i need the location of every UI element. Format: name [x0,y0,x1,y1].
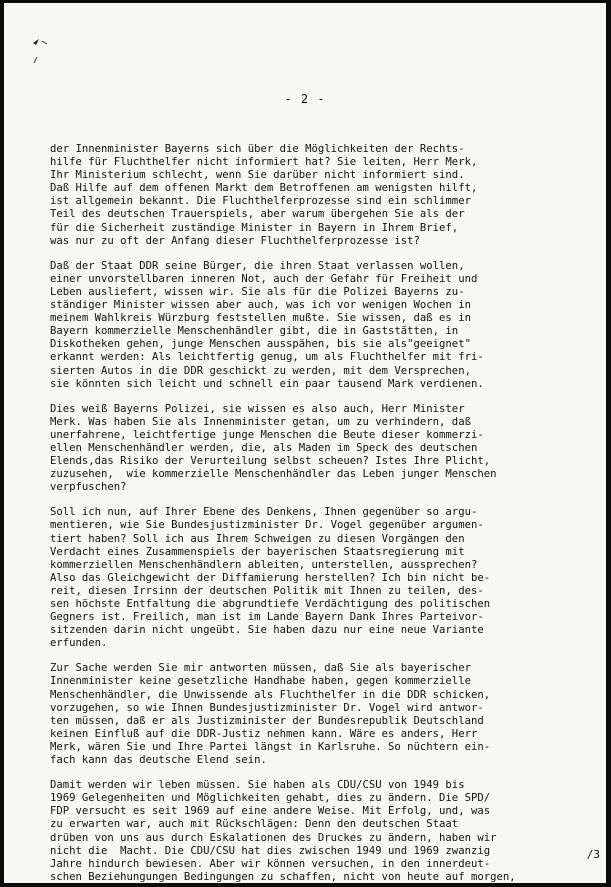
text-line: ten müssen, daß er als Justizminister der Bundesrepublik Deutschland [50,714,484,727]
text-line: tiert haben? Soll ich aus Ihrem Schweigen zu diesen Vorgängen den [50,532,465,545]
text-line: keinen Einfluß auf die DDR-Justiz nehmen kann. Wäre es anders, Herr [50,727,478,740]
document-page [4,3,606,883]
text-line: Verdacht eines Zusammenspiels der bayerischen Staatsregierung mit [50,545,465,558]
text-line: Menschenhändler, die Unwissende als Fluchthelfer in die DDR schicken, [50,688,491,701]
text-line: Also das Gleichgewicht der Diffamierung herstellen? Ich bin nicht be- [50,571,491,584]
text-line: verpfuschen? [50,481,127,494]
text-line: ellen Menschenhändler werden, die, als Maden im Speck des deutschen [50,441,478,454]
text-line: ständiger Minister wissen aber auch, was ich vor wenigen Wochen in [50,299,471,312]
text-line: Leben ausliefert, wissen wir. Sie als für die Polizei Bayerns zu- [50,285,465,298]
text-line: ist allgemein bekannt. Die Fluchthelferprozesse sind ein schlimmer [50,195,471,208]
text-line: vorzugehen, so wie Ihnen Bundesjustizminister Dr. Vogel wird antwor- [50,701,484,714]
text-line: reit, diesen Irrsinn der deutschen Politik mit Ihnen zu teilen, des- [50,584,484,597]
text-line: Soll ich nun, auf Ihrer Ebene des Denkens, Ihnen gegenüber so argu- [50,506,478,519]
text-line: Zur Sache werden Sie mir antworten müssen, daß Sie als bayerischer [50,662,471,675]
stray-pen-marks [30,33,60,73]
text-line: erkannt werden: Als leichtfertig genug, um als Fluchthelfer mit fri- [50,351,484,364]
text-line: Bayern kommerzielle Menschenhändler gibt, die in Gaststätten, in [50,325,459,338]
text-line: zu erwarten war, auch mit Rückschlägen: Denn den deutschen Staat [50,818,459,831]
text-line: Ihr Ministerium schlecht, wenn Sie darüber nicht informiert sind. [50,169,465,182]
text-line: FDP versucht es seit 1969 auf eine andere Weise. Mit Erfolg, und, was [50,805,491,818]
text-line: 1969 Gelegenheiten und Möglichkeiten gehabt, dies zu ändern. Die SPD/ [50,792,491,805]
paragraph-3 [50,403,595,495]
text-line: Teil des deutschen Trauerspiels, aber warum übergehen Sie als der [50,208,465,221]
paragraph-1 [50,143,595,248]
text-line: Dies weiß Bayerns Polizei, sie wissen es also auch, Herr Minister [50,402,465,415]
text-line: Jahre hindurch bewiesen. Aber wir können versuchen, in den innerdeut- [50,857,491,870]
text-line: Diskotheken gehen, junge Menschen ausspähen, bis sie als"geeignet" [50,338,471,351]
text-line: Merk, wären Sie und Ihre Partei längst in Karlsruhe. So nüchtern ein- [50,740,491,753]
paragraph-5 [50,662,595,767]
text-line: mentieren, wie Sie Bundesjustizminister Dr. Vogel gegenüber argumen- [50,519,484,532]
text-line: was nur zu oft der Anfang dieser Fluchthelferprozesse ist? [50,234,420,247]
text-line: Innenminister keine gesetzliche Handhabe haben, gegen kommerzielle [50,675,471,688]
text-line: nicht die Macht. Die CDU/CSU hat dies zwischen 1949 und 1969 zwanzig [50,844,491,857]
text-line: Daß der Staat DDR seine Bürger, die ihren Staat verlassen wollen, [50,259,465,272]
text-line: Gegners ist. Freilich, man ist im Lande Bayern Dank Ihres Parteivor- [50,611,484,624]
text-line: kommerziellen Menschenhändlern ableiten, unterstellen, aussprechen? [50,558,478,571]
text-line: sie könnten sich leicht und schnell ein paar tausend Mark verdienen. [50,377,484,390]
text-line: Daß Hilfe auf dem offenen Markt dem Betroffenen am wenigsten hilft, [50,182,478,195]
text-line: hilfe für Fluchthelfer nicht informiert hat? Sie leiten, Herr Merk, [50,156,478,169]
paragraph-6 [50,779,595,883]
text-line: sierten Autos in die DDR geschickt zu werden, mit dem Versprechen, [50,364,471,377]
continuation-mark: /3 [586,848,600,861]
text-line: sen höchste Entfaltung die abgrundtiefe Verdächtigung des politischen [50,598,491,610]
text-line: zuzusehen, wie kommerzielle Menschenhändler das Leben junger Menschen [50,468,497,481]
letter-body [50,143,595,883]
text-line: unerfahrene, leichtfertige junge Menschen die Beute dieser kommerzi- [50,428,484,441]
text-line: Elends,das Risiko der Verurteilung selbst scheuen? Istes Ihre Plicht, [50,455,491,468]
text-line: meinem Wahlkreis Würzburg feststellen mußte. Sie wissen, daß es in [50,312,471,325]
text-line: fach kann das deutsche Elend sein. [50,754,267,767]
text-line: sitzenden darin nicht ungeübt. Sie haben dazu nur eine neue Variante [50,624,484,637]
text-line: Damit werden wir leben müssen. Sie haben als CDU/CSU von 1949 bis [50,779,465,792]
text-line: für die Sicherheit zuständige Minister in Bayern in Ihrem Brief, [50,221,459,234]
page-number: - 2 - [284,92,326,106]
text-line: Merk. Was haben Sie als Innenminister getan, um zu verhindern, daß [50,415,471,428]
text-line: der Innenminister Bayerns sich über die Möglichkeiten der Rechts- [50,143,465,155]
paragraph-4 [50,506,595,650]
text-line: drüben von uns aus durch Eskalationen des Druckes zu ändern, haben wir [50,831,497,844]
text-line: erfunden. [50,637,108,650]
paragraph-2 [50,260,595,391]
text-line: schen Beziehungungen Bedingungen zu schaffen, nicht von heute auf morgen, [50,870,516,883]
text-line: einer unvorstellbaren inneren Not, auch der Gefahr für Freiheit und [50,272,478,285]
